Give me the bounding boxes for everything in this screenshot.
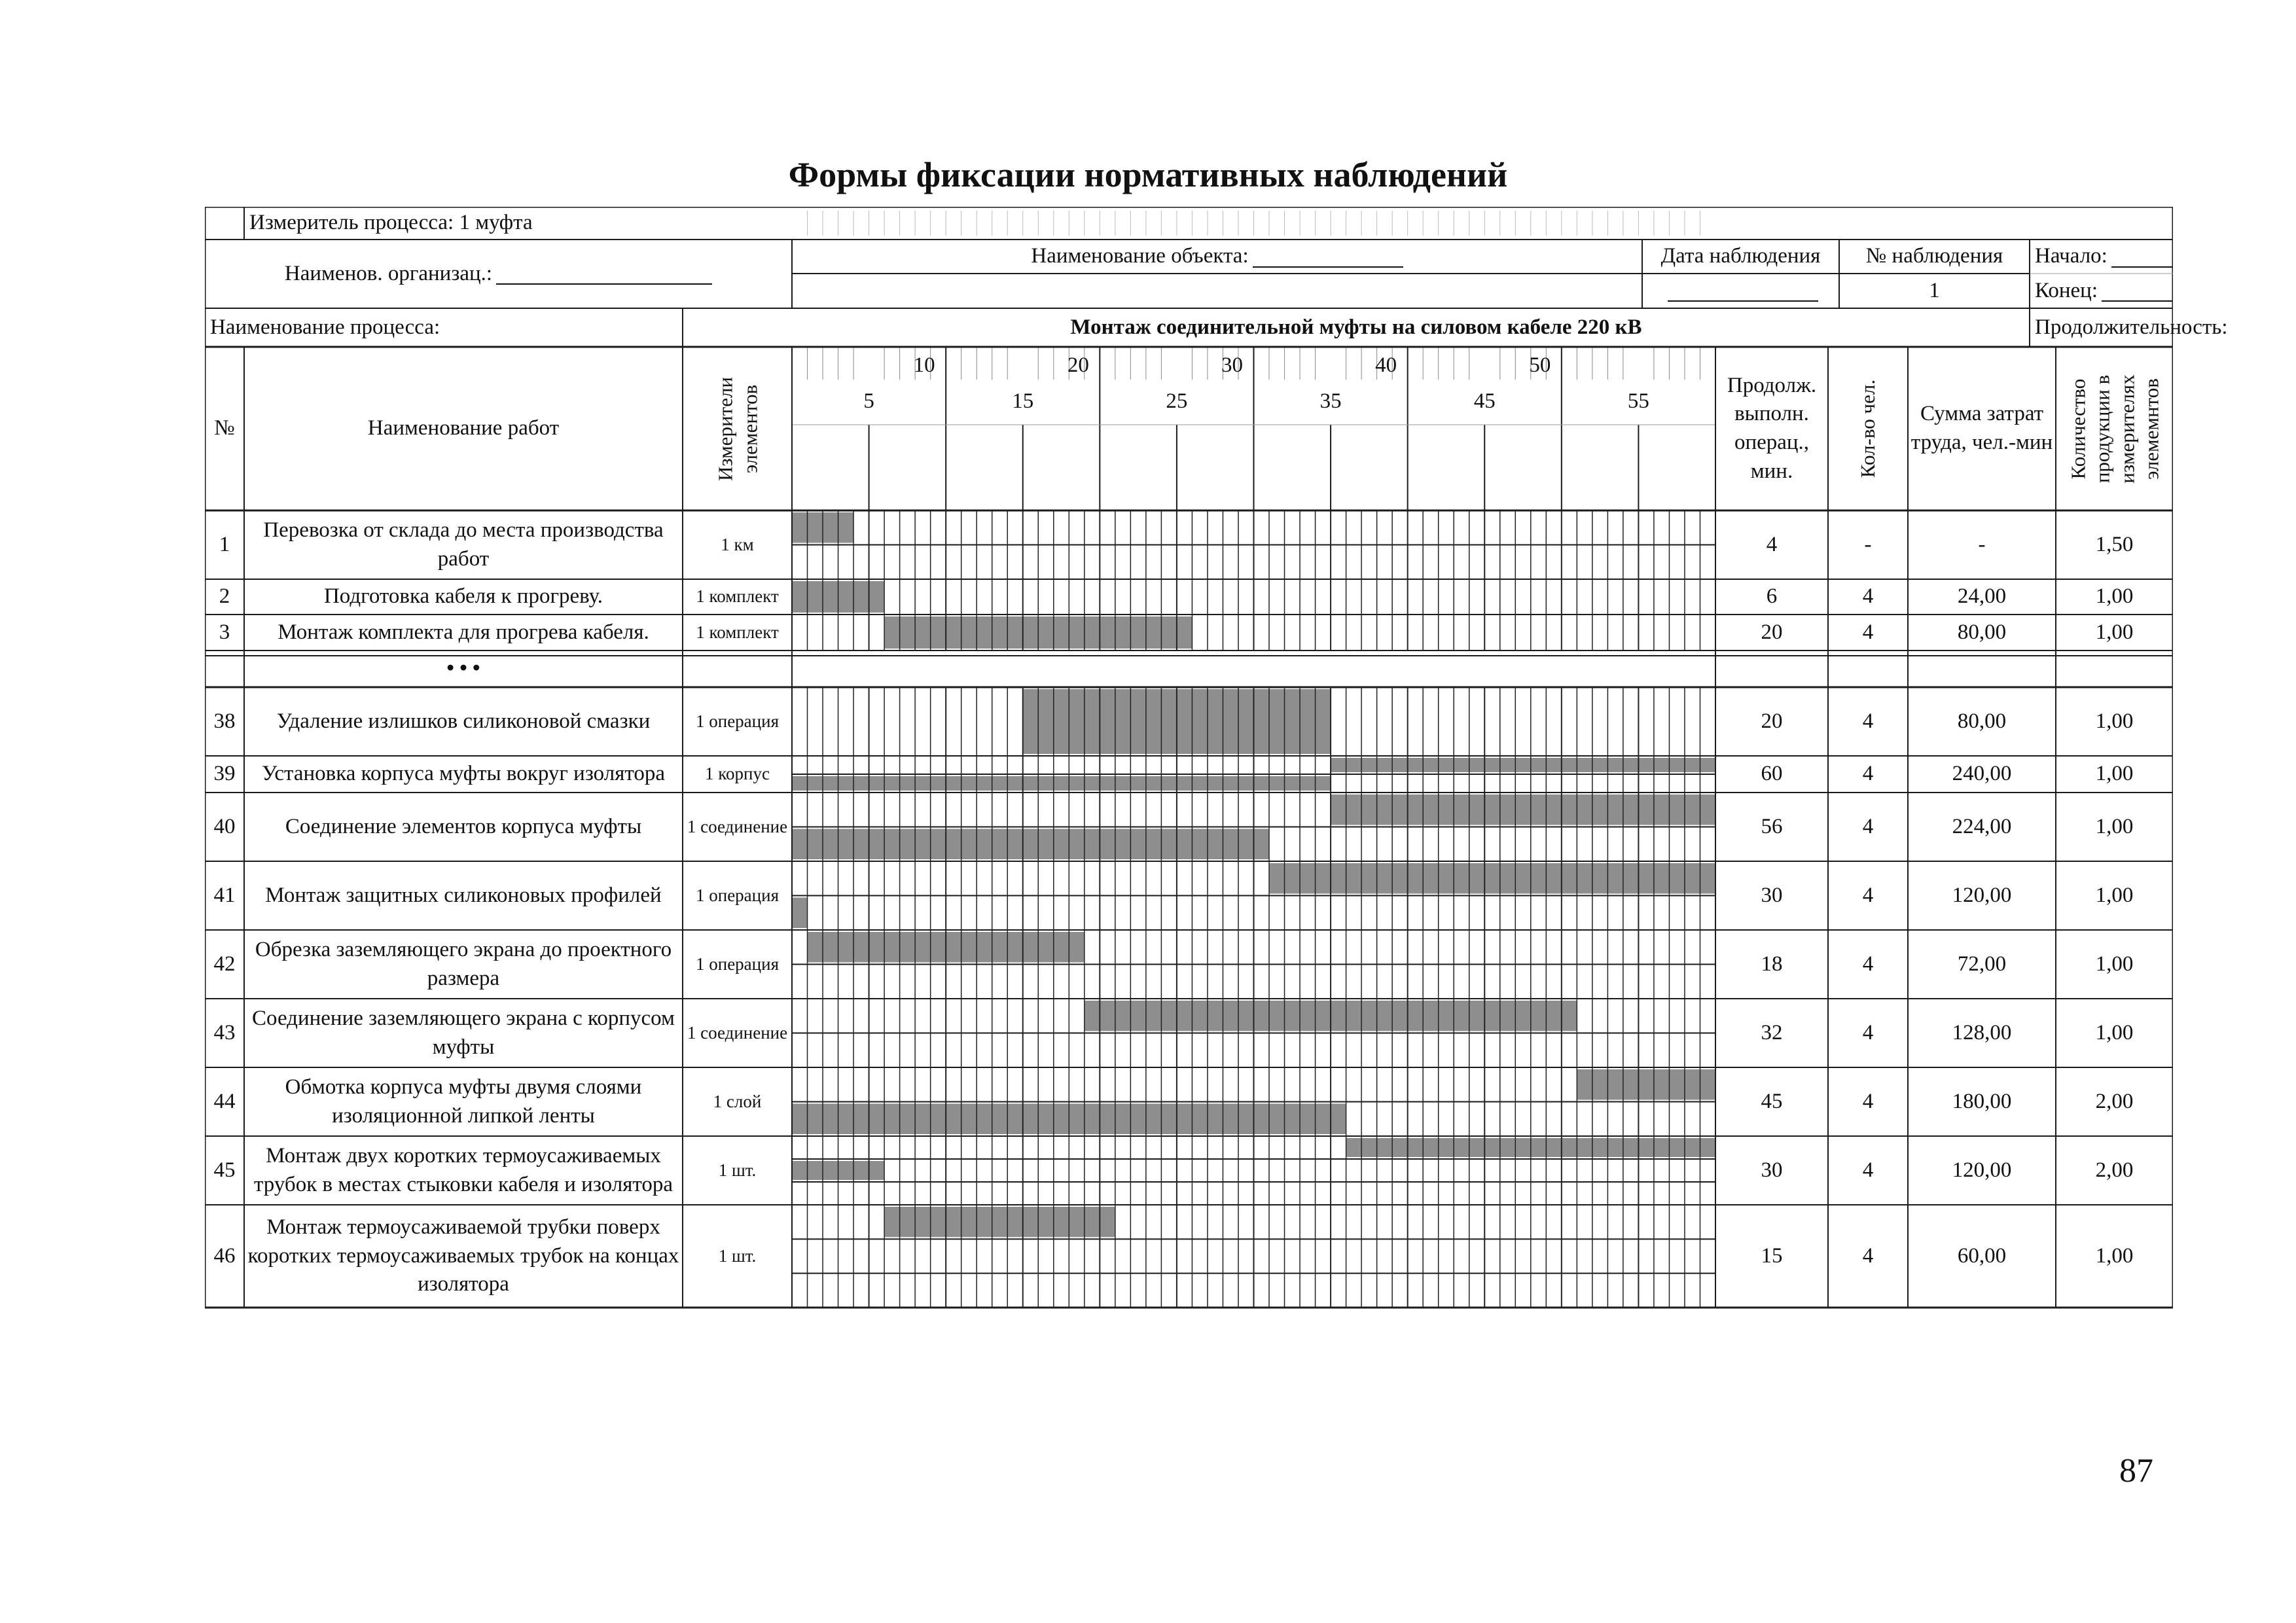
row-43-work-name: Соединение заземляющего экрана с корпусом муфты bbox=[252, 1006, 675, 1059]
row-45-operation-time: 30 bbox=[1761, 1158, 1783, 1182]
row-41-meter: 1 операция bbox=[696, 885, 779, 905]
organization-field bbox=[205, 240, 792, 308]
row-3-operation-time: 20 bbox=[1761, 620, 1783, 644]
end-time bbox=[2030, 274, 2173, 308]
row-39-bar bbox=[1331, 758, 1715, 772]
row-46-work-name: Монтаж термоусаживаемой трубки поверх коротких термоусаживаемых трубок на концах изолятора bbox=[247, 1215, 679, 1296]
row-44-operation-time: 45 bbox=[1761, 1089, 1783, 1113]
row-38-work-name: Удаление излишков силиконовой смазки bbox=[276, 709, 651, 733]
observation-date-label: Дата наблюдения bbox=[1660, 244, 1821, 268]
row-43-quantity: 1,00 bbox=[2095, 1020, 2134, 1044]
row-42-operation-time: 18 bbox=[1761, 952, 1783, 976]
column-header-quantity: Количество продукции в измерителях элемемнтов bbox=[2066, 374, 2162, 484]
row-39-quantity: 1,00 bbox=[2095, 762, 2134, 786]
row-3-labor: 80,00 bbox=[1957, 620, 2007, 644]
row-38-meter: 1 операция bbox=[696, 711, 779, 731]
start-time bbox=[2030, 240, 2173, 274]
row-39-bar bbox=[792, 776, 1331, 791]
row-43-operation-time: 32 bbox=[1761, 1020, 1783, 1044]
row-1-quantity: 1,50 bbox=[2095, 532, 2134, 556]
row-44-number: 44 bbox=[213, 1089, 236, 1113]
row-39-number: 39 bbox=[213, 762, 236, 786]
row-38-labor: 80,00 bbox=[1957, 709, 2007, 733]
row-41-work-name: Монтаж защитных силиконовых профилей bbox=[265, 883, 662, 907]
row-46-quantity: 1,00 bbox=[2095, 1243, 2134, 1268]
row-40-bar bbox=[1331, 794, 1715, 825]
timeline-label-45: 45 bbox=[1473, 389, 1496, 414]
row-2-operation-time: 6 bbox=[1766, 584, 1778, 609]
timeline-label-5: 5 bbox=[863, 389, 874, 414]
column-header-workers: Кол-во чел. bbox=[1856, 379, 1880, 478]
row-43-workers: 4 bbox=[1862, 1020, 1874, 1044]
observation-number-value: 1 bbox=[1929, 278, 1940, 302]
object-name-blank[interactable] bbox=[1253, 246, 1403, 268]
row-42-workers: 4 bbox=[1862, 952, 1874, 976]
organization-label: Наименов. организац.: bbox=[284, 261, 493, 285]
row-41-number: 41 bbox=[213, 883, 236, 907]
row-43-labor: 128,00 bbox=[1952, 1020, 2012, 1044]
object-name-label: Наименование объекта: bbox=[1031, 244, 1249, 268]
row-42-quantity: 1,00 bbox=[2095, 952, 2134, 976]
timeline-label-35: 35 bbox=[1319, 389, 1342, 414]
timeline-label-10: 10 bbox=[913, 353, 935, 378]
observation-form-table bbox=[205, 207, 2228, 1408]
row-46-workers: 4 bbox=[1862, 1243, 1874, 1268]
row-44-quantity: 2,00 bbox=[2095, 1089, 2134, 1113]
row-40-workers: 4 bbox=[1862, 814, 1874, 838]
row-40-labor: 224,00 bbox=[1952, 814, 2012, 838]
end-time-blank[interactable] bbox=[2102, 280, 2173, 302]
row-41-bar bbox=[792, 898, 808, 929]
row-3-quantity: 1,00 bbox=[2095, 620, 2134, 644]
row-3-workers: 4 bbox=[1862, 620, 1874, 644]
row-1-operation-time: 4 bbox=[1766, 532, 1778, 556]
row-43-number: 43 bbox=[213, 1020, 236, 1044]
row-3-work-name: Монтаж комплекта для прогрева кабеля. bbox=[278, 620, 649, 644]
row-41-quantity: 1,00 bbox=[2095, 883, 2134, 907]
timeline-label-40: 40 bbox=[1375, 353, 1397, 378]
row-46-bar bbox=[884, 1207, 1115, 1237]
row-38-workers: 4 bbox=[1862, 709, 1874, 733]
timeline-label-15: 15 bbox=[1012, 389, 1034, 414]
timeline-label-50: 50 bbox=[1529, 353, 1551, 378]
observation-number-label: № наблюдения bbox=[1865, 244, 2003, 268]
row-46-operation-time: 15 bbox=[1761, 1243, 1783, 1268]
row-2-work-name: Подготовка кабеля к прогреву. bbox=[323, 584, 603, 609]
row-45-workers: 4 bbox=[1862, 1158, 1874, 1182]
row-46-meter: 1 шт. bbox=[718, 1245, 757, 1266]
column-header-meter: Измерители элементов bbox=[713, 376, 761, 481]
row-3-meter: 1 комплект bbox=[696, 622, 779, 642]
row-2-workers: 4 bbox=[1862, 584, 1874, 609]
timeline-label-20: 20 bbox=[1067, 353, 1089, 378]
process-label: Наименование процесса: bbox=[210, 315, 440, 339]
row-44-work-name: Обмотка корпуса муфты двумя слоями изоляционной липкой ленты bbox=[285, 1075, 642, 1128]
page-number: 87 bbox=[2119, 1452, 2153, 1489]
row-40-meter: 1 соединение bbox=[687, 816, 788, 836]
page-title: Формы фиксации нормативных наблюдений bbox=[788, 155, 1508, 194]
row-1-workers: - bbox=[1864, 532, 1872, 556]
row-39-labor: 240,00 bbox=[1952, 762, 2012, 786]
row-44-bar bbox=[1577, 1069, 1715, 1100]
row-39-operation-time: 60 bbox=[1761, 762, 1783, 786]
row-2-number: 2 bbox=[219, 584, 230, 609]
row-41-operation-time: 30 bbox=[1761, 883, 1783, 907]
column-header-number: № bbox=[214, 416, 235, 440]
row-45-labor: 120,00 bbox=[1952, 1158, 2012, 1182]
row-40-quantity: 1,00 bbox=[2095, 814, 2134, 838]
object-name-field bbox=[792, 240, 1642, 274]
end-time-label: Конец: bbox=[2035, 278, 2098, 302]
timeline-label-30: 30 bbox=[1221, 353, 1243, 378]
process-name: Монтаж соединительной муфты на силовом кабеле 220 кВ bbox=[1070, 315, 1642, 339]
timeline-label-55: 55 bbox=[1627, 389, 1649, 414]
column-header-operation-time: Продолж. выполн. операц., мин. bbox=[1727, 373, 1817, 483]
row-41-bar bbox=[1269, 863, 1715, 894]
row-40-bar bbox=[792, 829, 1269, 860]
row-40-work-name: Соединение элементов корпуса муфты bbox=[285, 814, 642, 838]
ellipsis-row: • • • bbox=[446, 656, 480, 681]
timeline-label-25: 25 bbox=[1166, 389, 1188, 414]
row-42-meter: 1 операция bbox=[696, 954, 779, 974]
row-45-meter: 1 шт. bbox=[718, 1160, 757, 1180]
row-2-meter: 1 комплект bbox=[696, 586, 779, 607]
row-46-number: 46 bbox=[213, 1243, 236, 1268]
row-46-labor: 60,00 bbox=[1957, 1243, 2007, 1268]
row-44-meter: 1 слой bbox=[713, 1091, 762, 1111]
row-39-meter: 1 корпус bbox=[705, 764, 770, 784]
observation-date-blank[interactable] bbox=[1668, 280, 1818, 302]
row-42-labor: 72,00 bbox=[1957, 952, 2007, 976]
column-header-work-name: Наименование работ bbox=[367, 416, 560, 440]
duration-label: Продолжительность: bbox=[2035, 315, 2228, 339]
row-41-labor: 120,00 bbox=[1952, 883, 2012, 907]
row-45-quantity: 2,00 bbox=[2095, 1158, 2134, 1182]
row-39-work-name: Установка корпуса муфты вокруг изолятора bbox=[261, 762, 666, 786]
row-1-meter: 1 км bbox=[721, 534, 754, 554]
row-39-workers: 4 bbox=[1862, 762, 1874, 786]
row-43-meter: 1 соединение bbox=[687, 1022, 788, 1043]
row-1-number: 1 bbox=[219, 532, 230, 556]
column-header-labor: Сумма затрат труда, чел.-мин bbox=[1910, 402, 2053, 454]
row-3-number: 3 bbox=[219, 620, 230, 644]
row-40-operation-time: 56 bbox=[1761, 814, 1783, 838]
row-2-quantity: 1,00 bbox=[2095, 584, 2134, 609]
row-41-workers: 4 bbox=[1862, 883, 1874, 907]
row-45-work-name: Монтаж двух коротких термоусаживаемых трубок в местах стыковки кабеля и изолятора bbox=[253, 1143, 673, 1196]
row-38-number: 38 bbox=[213, 709, 236, 733]
start-time-label: Начало: bbox=[2035, 244, 2108, 268]
row-45-number: 45 bbox=[213, 1158, 236, 1182]
row-1-labor: - bbox=[1978, 532, 1986, 556]
row-40-number: 40 bbox=[213, 814, 236, 838]
observation-date-field bbox=[1642, 274, 1839, 308]
duration bbox=[2030, 308, 2228, 347]
row-44-workers: 4 bbox=[1862, 1089, 1874, 1113]
organization-blank[interactable] bbox=[496, 263, 712, 285]
measurer-label: Измеритель процесса: 1 муфта bbox=[249, 211, 533, 235]
row-38-operation-time: 20 bbox=[1761, 709, 1783, 733]
row-38-quantity: 1,00 bbox=[2095, 709, 2134, 733]
row-44-labor: 180,00 bbox=[1952, 1089, 2012, 1113]
row-1-work-name: Перевозка от склада до места производства работ bbox=[263, 518, 664, 571]
row-42-work-name: Обрезка заземляющего экрана до проектного размера bbox=[255, 937, 672, 990]
row-2-labor: 24,00 bbox=[1957, 584, 2007, 609]
start-time-blank[interactable] bbox=[2111, 246, 2173, 268]
row-42-number: 42 bbox=[213, 952, 236, 976]
